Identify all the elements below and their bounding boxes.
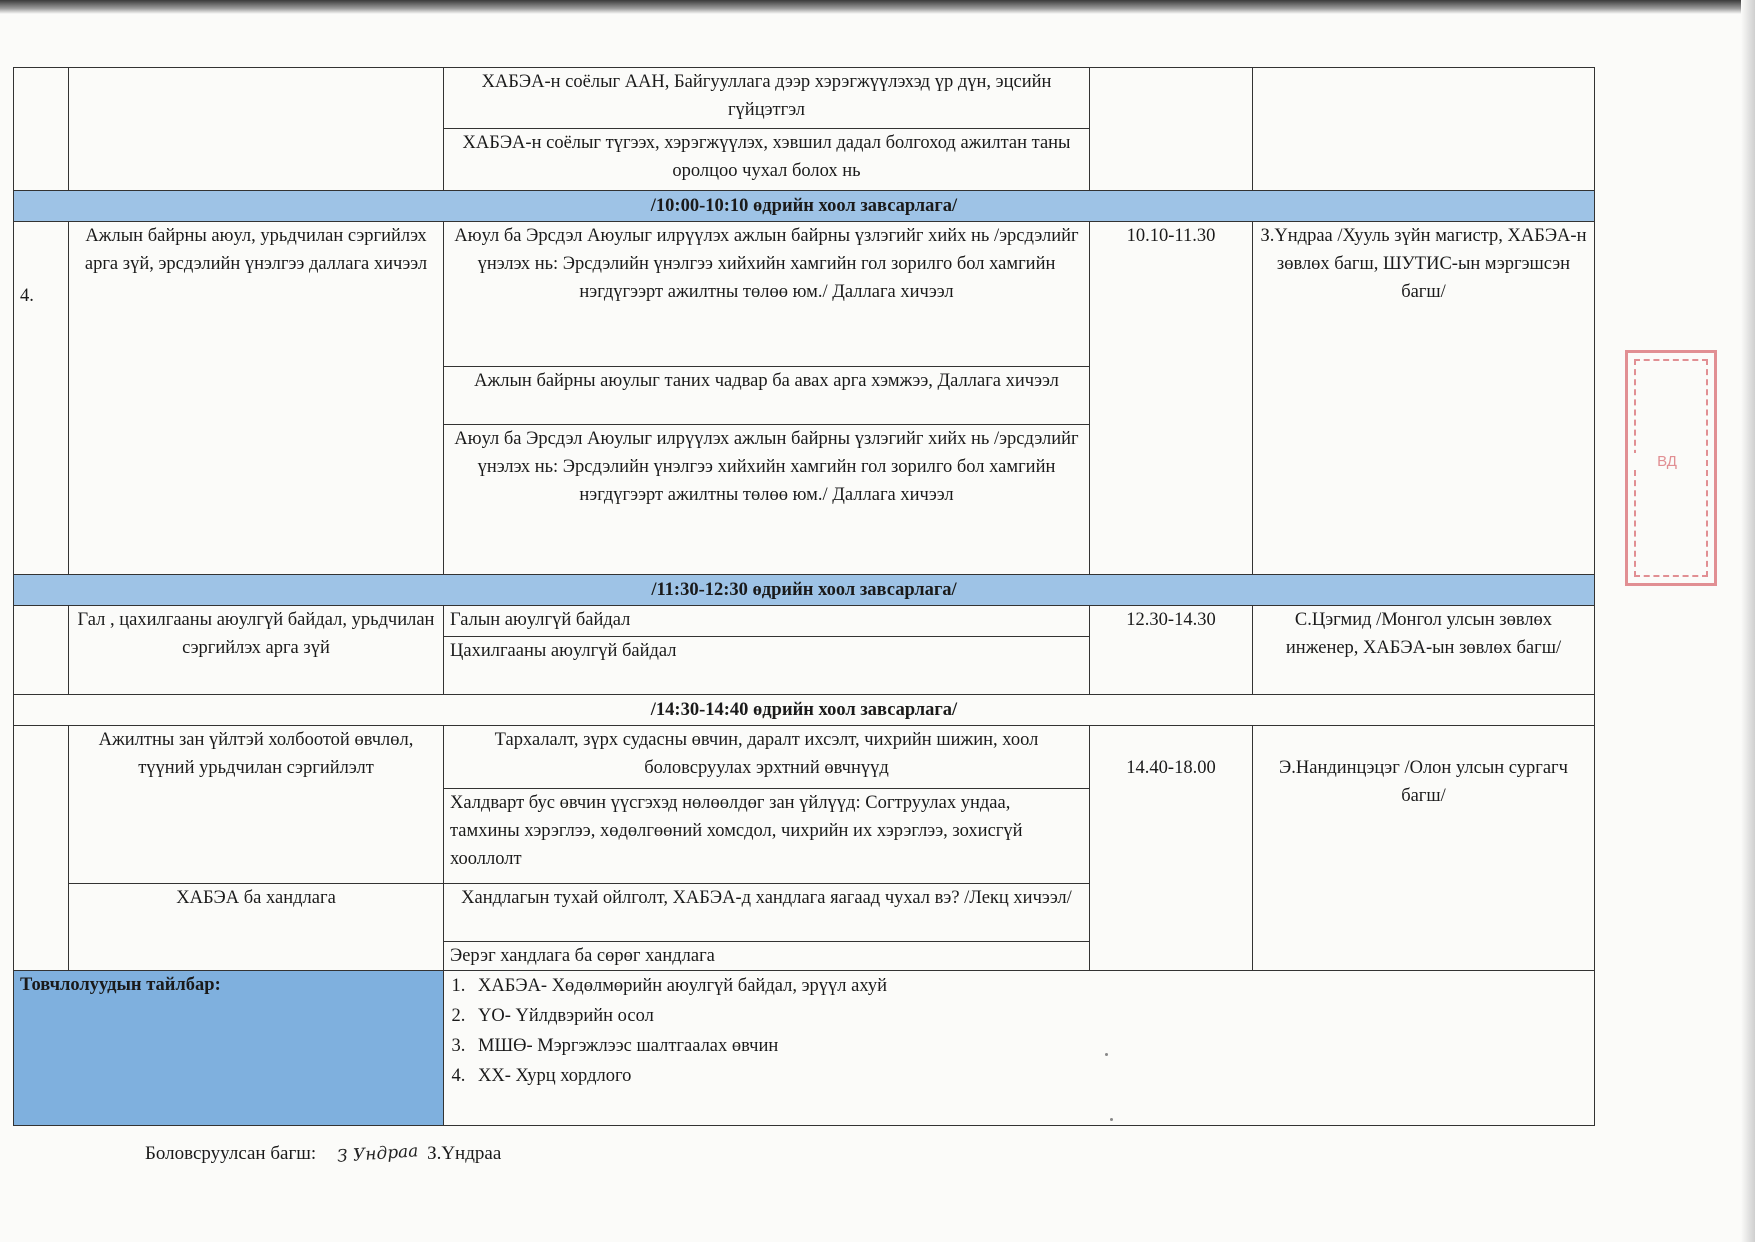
break-label: /14:30-14:40 өдрийн хоол завсарлага/ <box>14 695 1595 726</box>
topic-cell: Эерэг хандлага ба сөрөг хандлага <box>444 942 1090 971</box>
prepared-by-label: Боловсруулсан багш: <box>145 1143 317 1164</box>
break-row <box>14 575 1595 606</box>
section-number-cell <box>14 726 69 971</box>
section-number-cell <box>14 68 69 191</box>
stamp-text: ВД <box>1632 453 1702 470</box>
break-row <box>14 695 1595 726</box>
abbreviation-item: 3. МШӨ- Мэргэжлээс шалтгаалах өвчин <box>470 1031 1588 1061</box>
scan-speck <box>1110 1118 1113 1121</box>
break-label: /11:30-12:30 өдрийн хоол завсарлага/ <box>14 575 1595 606</box>
topic-cell: Аюул ба Эрсдэл Аюулыг илрүүлэх ажлын байрны үзлэгийг хийх нь /эрсдэлийг үнэлэх нь: Эрсдэлийн үнэлгээ хийхийн хамгийн гол зорилго бол хамгийн нэгдүгээрт ажилтны төлөө юм./ Даллага хичээл <box>444 222 1090 367</box>
training-schedule-table <box>13 67 1595 1126</box>
section-title: Гал , цахилгааны аюулгүй байдал, урьдчилан сэргийлэх арга зүй <box>69 606 444 695</box>
time-slot: 14.40-18.00 <box>1090 726 1253 971</box>
section-title: ХАБЭА ба хандлага <box>69 884 444 971</box>
topic-cell: Тархалалт, зүрх судасны өвчин, даралт ихсэлт, чихрийн шижин, хоол боловсруулах эрхтний өвчнүүд <box>444 726 1090 789</box>
official-stamp <box>1625 350 1717 586</box>
legend-label: Товчлолуудын тайлбар: <box>14 971 444 1126</box>
section-title: Ажилтны зан үйлтэй холбоотой өвчлөл, түүний урьдчилан сэргийлэлт <box>69 726 444 884</box>
scan-right-edge <box>1741 0 1755 1242</box>
topic-cell: Халдварт бус өвчин үүсгэхэд нөлөөлдөг зан үйлүүд: Согтруулах ундаа, тамхины хэрэглээ, хөдөлгөөний хомсдол, чихрийн их хэрэглээ, зохисгүй хооллолт <box>444 789 1090 884</box>
section-title: Ажлын байрны аюул, урьдчилан сэргийлэх арга зүй, эрсдэлийн үнэлгээ даллага хичээл <box>69 222 444 575</box>
teacher-info: З.Үндраа /Хууль зүйн магистр, ХАБЭА-н зөвлөх багш, ШУТИС-ын мэргэшсэн багш/ <box>1253 222 1595 575</box>
topic-cell: Ажлын байрны аюулыг таних чадвар ба авах арга хэмжээ, Даллага хичээл <box>444 367 1090 425</box>
scan-top-edge <box>0 0 1755 14</box>
time-slot: 10.10-11.30 <box>1090 222 1253 575</box>
handwritten-signature: З Ундраа <box>336 1141 419 1167</box>
topic-cell: ХАБЭА-н соёлыг түгээх, хэрэгжүүлэх, хэвшил дадал болгоход ажилтан таны оролцоо чухал болох нь <box>444 129 1090 191</box>
break-label: /10:00-10:10 өдрийн хоол завсарлага/ <box>14 191 1595 222</box>
section-number-cell <box>14 606 69 695</box>
abbreviation-list <box>450 971 1588 1091</box>
time-slot: 12.30-14.30 <box>1090 606 1253 695</box>
abbreviation-item: 1. ХАБЭА- Хөдөлмөрийн аюулгүй байдал, эрүүл ахуй <box>470 971 1588 1001</box>
teacher-cell <box>1253 68 1595 191</box>
abbreviation-item: 2. ҮО- Үйлдвэрийн осол <box>470 1001 1588 1031</box>
prepared-by-footer <box>145 1143 501 1165</box>
section-number: 4. <box>14 222 69 575</box>
scan-speck <box>1105 1053 1108 1056</box>
break-row <box>14 191 1595 222</box>
teacher-info: Э.Нандинцэцэг /Олон улсын сургагч багш/ <box>1253 726 1595 971</box>
abbreviation-item: 4. ХХ- Хурц хордлого <box>470 1061 1588 1091</box>
legend-list-cell <box>444 971 1595 1126</box>
topic-cell: Цахилгааны аюулгүй байдал <box>444 637 1090 695</box>
teacher-name: З.Үндраа <box>427 1143 502 1164</box>
topic-cell: Галын аюулгүй байдал <box>444 606 1090 637</box>
time-cell <box>1090 68 1253 191</box>
topic-cell: ХАБЭА-н соёлыг ААН, Байгууллага дээр хэрэгжүүлэхэд үр дүн, эцсийн гүйцэтгэл <box>444 68 1090 129</box>
teacher-info: С.Цэгмид /Монгол улсын зөвлөх инженер, ХАБЭА-ын зөвлөх багш/ <box>1253 606 1595 695</box>
topic-cell: Хандлагын тухай ойлголт, ХАБЭА-д хандлага яагаад чухал вэ? /Лекц хичээл/ <box>444 884 1090 942</box>
section-title-cell <box>69 68 444 191</box>
topic-cell: Аюул ба Эрсдэл Аюулыг илрүүлэх ажлын байрны үзлэгийг хийх нь /эрсдэлийг үнэлэх нь: Эрсдэлийн үнэлгээ хийхийн хамгийн гол зорилго бол хамгийн нэгдүгээрт ажилтны төлөө юм./ Даллага хичээл <box>444 425 1090 575</box>
